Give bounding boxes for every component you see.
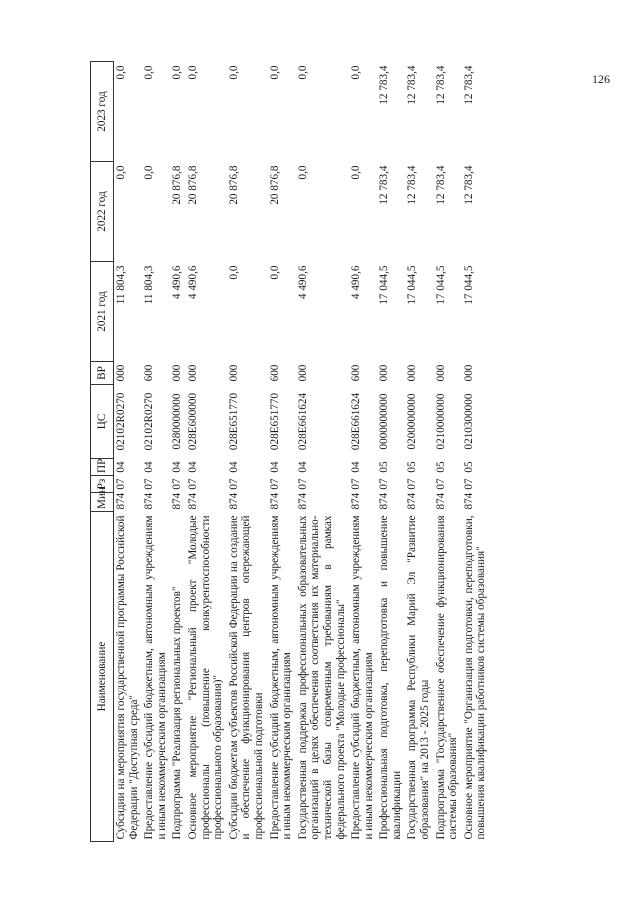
- row-cs: 0000000000: [378, 393, 391, 450]
- row-2022: 12 783,4: [434, 165, 447, 205]
- header-name: Наименование: [91, 512, 114, 842]
- row-pr: 04: [227, 461, 240, 473]
- row-min: 874: [227, 492, 240, 510]
- row-pr: 04: [268, 461, 281, 473]
- row-pr: 04: [296, 461, 309, 473]
- row-rz: 07: [296, 478, 309, 490]
- row-pr: 04: [115, 461, 127, 473]
- row-2022: 20 876,8: [268, 165, 281, 205]
- row-pr: 05: [462, 461, 475, 473]
- row-cs: 028E600000: [186, 392, 199, 451]
- row-min: 874: [378, 492, 391, 510]
- row-rz: 07: [186, 478, 199, 490]
- row-pr: 05: [434, 461, 447, 473]
- row-2021: 4 490,6: [186, 265, 199, 300]
- row-2023: 0,0: [268, 65, 281, 80]
- row-rz: 07: [115, 478, 127, 490]
- row-vr: 000: [227, 364, 240, 382]
- row-min: 874: [350, 492, 363, 510]
- budget-table: [90, 61, 490, 842]
- row-2022: 0,0: [143, 165, 156, 180]
- row-rz: 07: [406, 478, 419, 490]
- row-rz: 07: [143, 478, 156, 490]
- row-rz: 07: [434, 478, 447, 490]
- row-2023: 12 783,4: [378, 65, 391, 105]
- row-cs: 028E661624: [350, 392, 363, 451]
- row-2021: 0,0: [227, 265, 240, 280]
- row-rz: 07: [268, 478, 281, 490]
- row-pr: 05: [406, 461, 419, 473]
- table-row: [227, 62, 268, 842]
- row-vr: 000: [115, 364, 127, 382]
- row-cs: 028E651770: [227, 392, 240, 451]
- row-rz: 07: [171, 478, 184, 490]
- header-min: Мин: [91, 493, 114, 512]
- row-min: 874: [115, 492, 127, 510]
- row-2022: 12 783,4: [462, 165, 475, 205]
- row-2023: 0,0: [350, 65, 363, 80]
- row-2023: 12 783,4: [434, 65, 447, 105]
- header-2021: 2021 год: [91, 262, 114, 362]
- row-rz: 07: [227, 478, 240, 490]
- header-vr: ВР: [91, 362, 114, 385]
- row-vr: 000: [434, 364, 447, 382]
- table-body: [114, 62, 491, 842]
- row-vr: 600: [268, 364, 281, 382]
- row-2022: 0,0: [296, 165, 309, 180]
- row-name: Субсидии бюджетам субъектов Российской Федерации на создание и обеспечение функционирования центров опережающей профессиональной подготовки: [227, 515, 265, 840]
- row-2021: 17 044,5: [378, 265, 391, 305]
- row-vr: 000: [296, 364, 309, 382]
- row-name: Основное мероприятие "Региональный проект "Молодые профессионалы (повышение конкурентоспособности профессионального образования)": [186, 515, 225, 840]
- row-2022: 0,0: [115, 165, 127, 180]
- row-rz: 07: [350, 478, 363, 490]
- row-name: Подпрограмма "Государственное обеспечение функционирования системы образования": [434, 515, 460, 840]
- row-2021: 11 804,3: [143, 265, 156, 305]
- row-rz: 07: [462, 478, 475, 490]
- row-vr: 600: [350, 364, 363, 382]
- row-rz: 07: [378, 478, 391, 490]
- row-pr: 04: [186, 461, 199, 473]
- header-cs: ЦС: [91, 385, 114, 459]
- row-pr: 05: [378, 461, 391, 473]
- table-row: [170, 62, 186, 842]
- row-vr: 000: [171, 364, 184, 382]
- row-min: 874: [434, 492, 447, 510]
- row-cs: 0210000000: [434, 393, 447, 450]
- row-2023: 0,0: [143, 65, 156, 80]
- row-name: Субсидии на мероприятия государственной программы Российской Федерации "Доступная среда": [115, 515, 140, 840]
- row-pr: 04: [143, 461, 156, 473]
- row-2022: 12 783,4: [378, 165, 391, 205]
- header-2022: 2022 год: [91, 162, 114, 262]
- row-2021: 17 044,5: [434, 265, 447, 305]
- row-name: Предоставление субсидий бюджетным, автономным учреждениям и иным некоммерческим организациям: [268, 515, 294, 840]
- row-2021: 17 044,5: [406, 265, 419, 305]
- header-rz: Рз: [91, 476, 114, 493]
- row-pr: 04: [350, 461, 363, 473]
- row-min: 874: [171, 492, 184, 510]
- table-row: [377, 62, 405, 842]
- table-header: [91, 62, 114, 842]
- row-2021: 17 044,5: [462, 265, 475, 305]
- row-name: Предоставление субсидий бюджетным, автономным учреждениям и иным некоммерческим организациям: [350, 515, 375, 840]
- row-min: 874: [296, 492, 309, 510]
- row-min: 874: [462, 492, 475, 510]
- row-2023: 0,0: [171, 65, 184, 80]
- row-2023: 12 783,4: [462, 65, 475, 105]
- row-2023: 12 783,4: [406, 65, 419, 105]
- row-cs: 02102R0270: [143, 392, 156, 451]
- row-2023: 0,0: [227, 65, 240, 80]
- row-name: Основное мероприятие "Организация подготовки, переподготовки, повышения квалификации работников системы образования": [462, 515, 488, 840]
- table-row: [434, 62, 462, 842]
- row-2021: 4 490,6: [350, 265, 363, 300]
- row-cs: 028E651770: [268, 392, 281, 451]
- table-row: [268, 62, 296, 842]
- row-name: Подпрограмма "Реализация региональных проектов": [171, 586, 184, 840]
- row-2021: 0,0: [268, 265, 281, 280]
- row-2021: 4 490,6: [171, 265, 184, 300]
- row-min: 874: [406, 492, 419, 510]
- row-2022: 0,0: [350, 165, 363, 180]
- row-2022: 20 876,8: [171, 165, 184, 205]
- table-row: [186, 62, 227, 842]
- table-row: [142, 62, 170, 842]
- row-2021: 4 490,6: [296, 265, 309, 300]
- row-name: Государственная поддержка профессиональных образовательных организаций в целях обеспечения соответствия их материально-технической базы современным требованиям в рамках федерального проекта "Молодые профессионалы": [296, 515, 347, 840]
- row-cs: 0200000000: [406, 393, 419, 450]
- rotated-table-container: [90, 62, 528, 842]
- row-2022: 12 783,4: [406, 165, 419, 205]
- row-2021: 11 804,3: [115, 265, 127, 305]
- row-2023: 0,0: [115, 65, 127, 80]
- row-2023: 0,0: [296, 65, 309, 80]
- row-vr: 000: [378, 364, 391, 382]
- table-row: [114, 62, 143, 842]
- row-name: Предоставление субсидий бюджетным, автономным учреждениям и иным некоммерческим организациям: [143, 515, 168, 840]
- row-2022: 20 876,8: [227, 165, 240, 205]
- row-cs: 02102R0270: [115, 392, 127, 451]
- header-pr: ПР: [91, 459, 114, 476]
- row-vr: 000: [462, 364, 475, 382]
- table-row: [405, 62, 433, 842]
- header-2023: 2023 год: [91, 62, 114, 162]
- row-cs: 0280000000: [171, 393, 184, 450]
- row-min: 874: [268, 492, 281, 510]
- row-cs: 0210300000: [462, 393, 475, 450]
- row-min: 874: [143, 492, 156, 510]
- table-row: [349, 62, 377, 842]
- table-row: [462, 62, 490, 842]
- row-2022: 20 876,8: [186, 165, 199, 205]
- row-name: Государственная программа Республики Марий Эл "Развитие образования" на 2013 - 2025 годы: [406, 515, 432, 840]
- row-vr: 600: [143, 364, 156, 382]
- row-min: 874: [186, 492, 199, 510]
- row-pr: 04: [171, 461, 184, 473]
- row-vr: 000: [406, 364, 419, 382]
- row-name: Профессиональная подготовка, переподготовка и повышение квалификации: [378, 515, 403, 840]
- table-row: [296, 62, 349, 842]
- row-vr: 000: [186, 364, 199, 382]
- row-cs: 028E661624: [296, 392, 309, 451]
- row-2023: 0,0: [186, 65, 199, 80]
- page-number: 126: [592, 72, 610, 86]
